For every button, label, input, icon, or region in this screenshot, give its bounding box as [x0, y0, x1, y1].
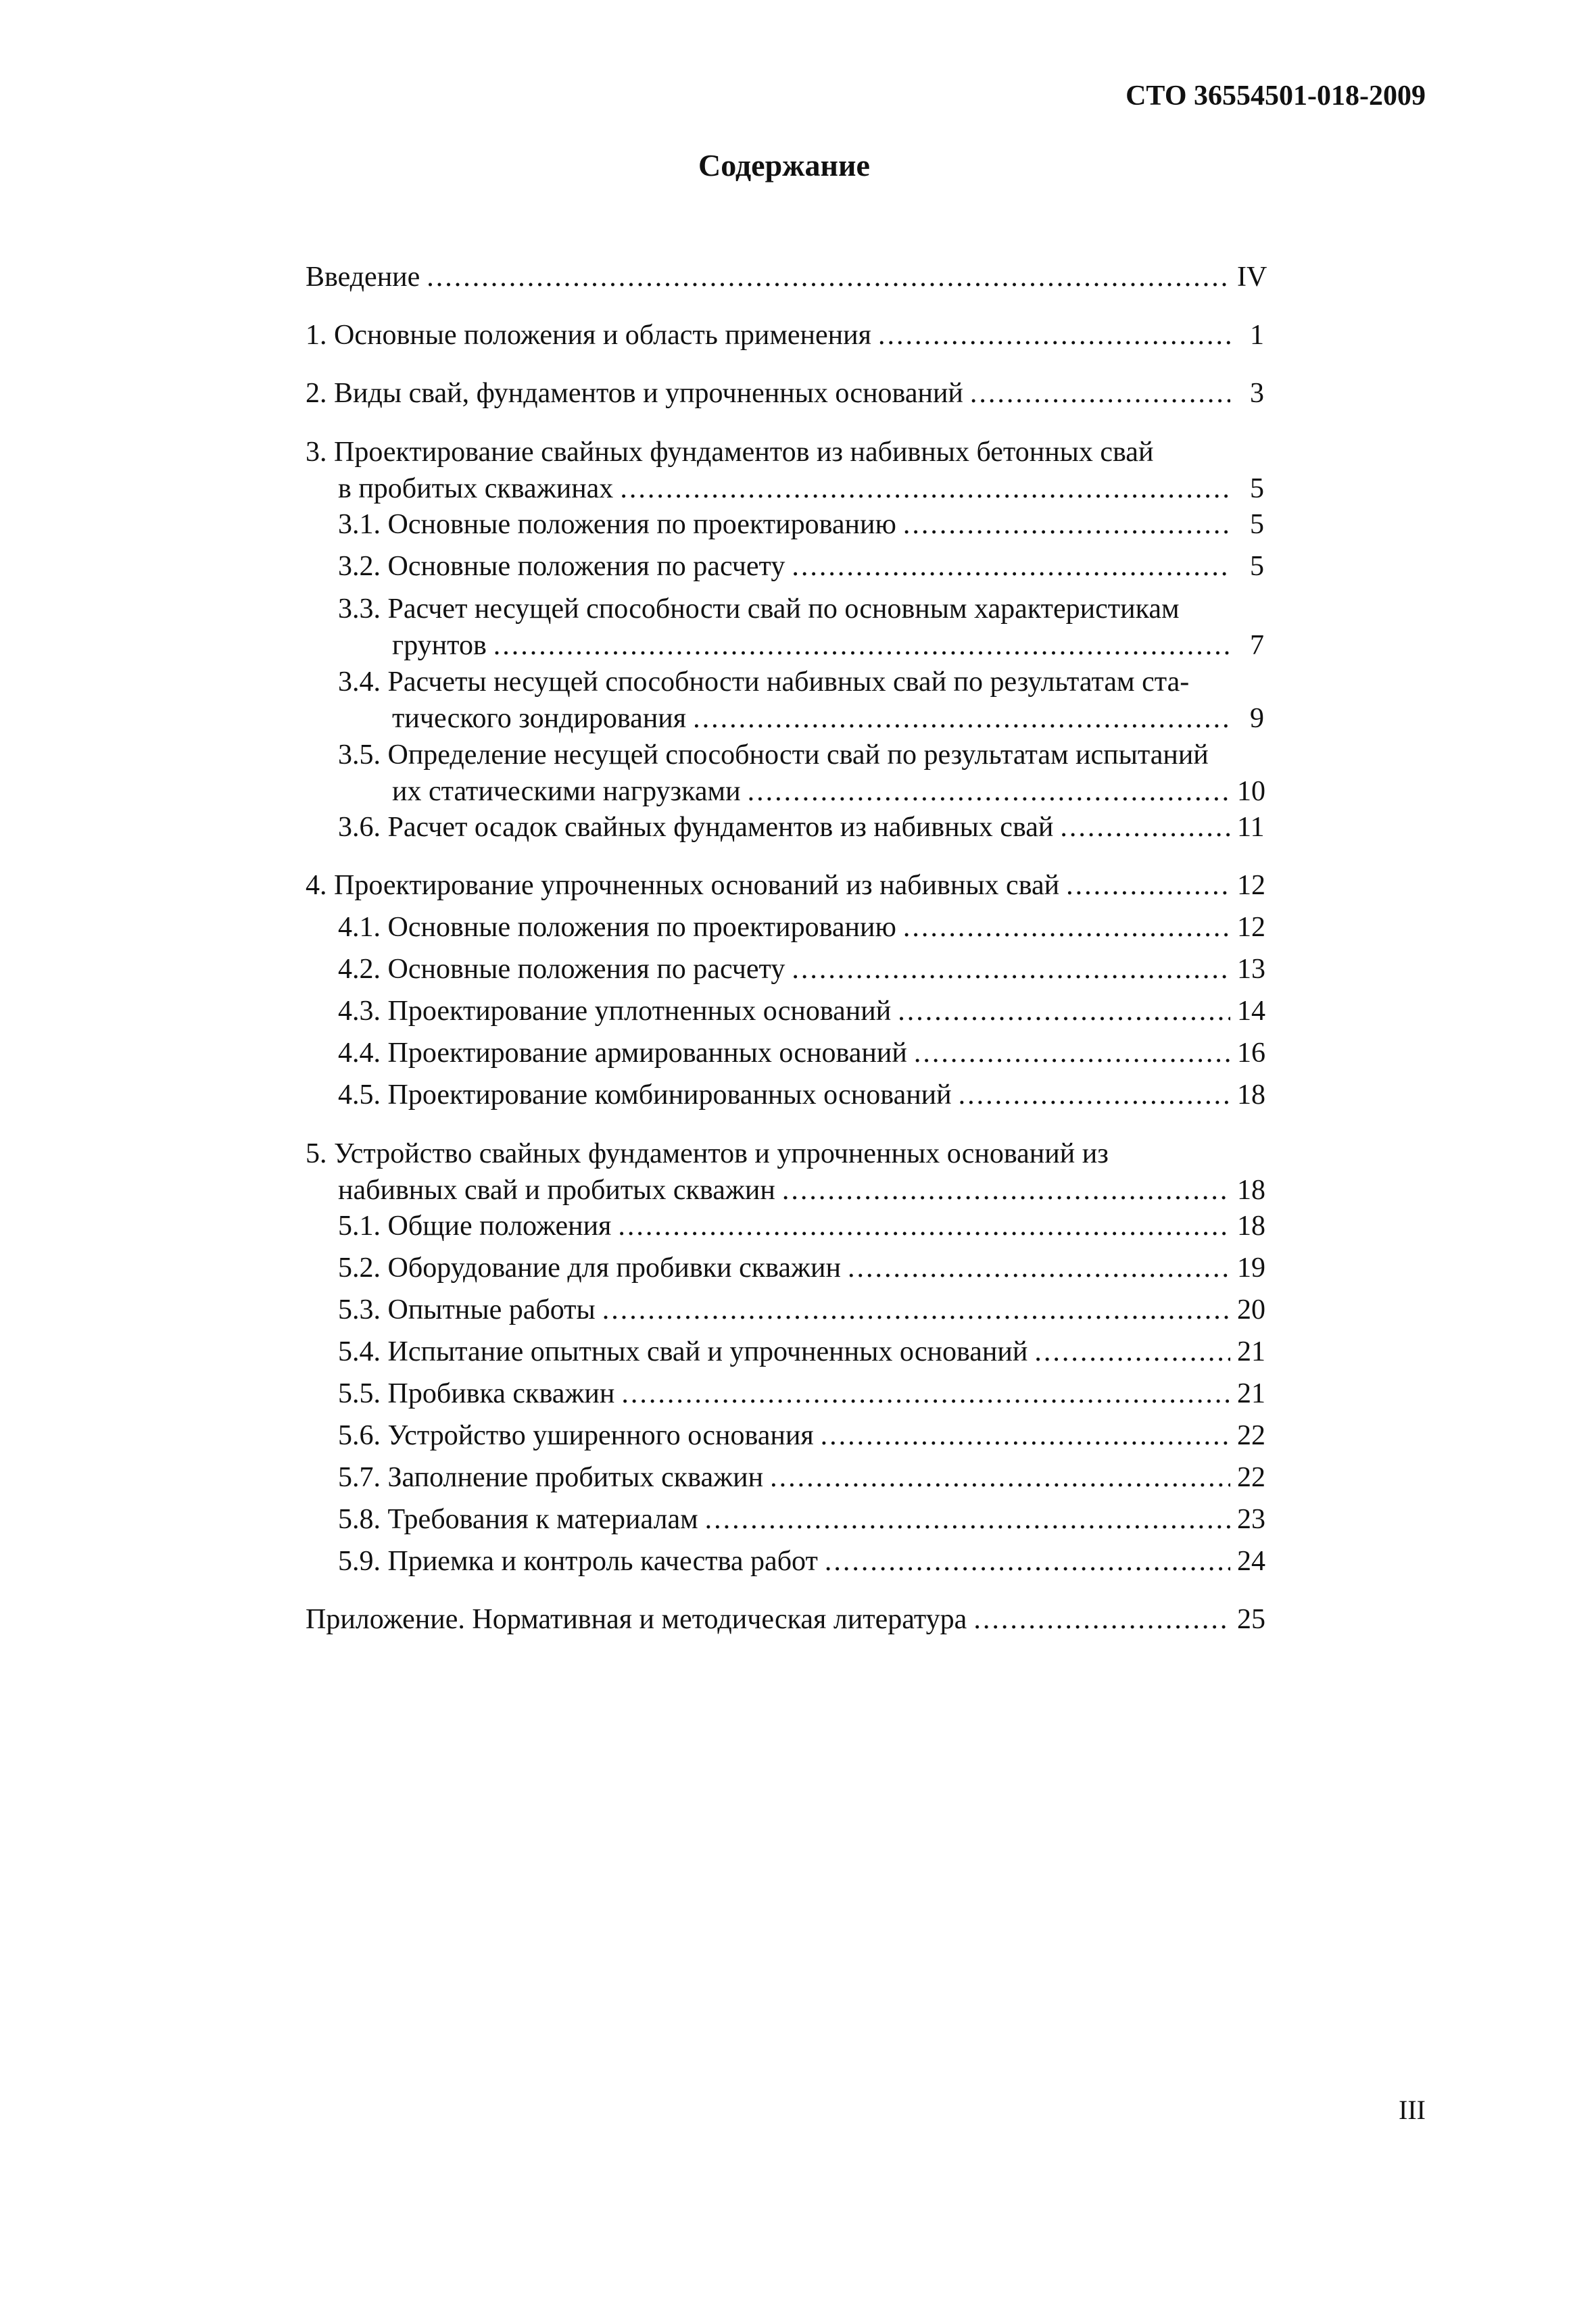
toc-entry[interactable] — [306, 549, 1264, 591]
toc-entry-label: 5.3. Опытные работы — [338, 1294, 596, 1325]
toc-page-number: 21 — [1237, 1378, 1265, 1409]
toc-page-number: 18 — [1237, 1211, 1265, 1242]
toc-entry[interactable] — [306, 737, 1264, 810]
toc-entry[interactable] — [306, 1250, 1264, 1292]
toc-page-number: 22 — [1237, 1420, 1265, 1451]
toc-page-number: 9 — [1250, 703, 1264, 734]
dot-leader — [792, 952, 1230, 987]
toc-page-number: 18 — [1237, 1079, 1265, 1111]
toc-page-number: 20 — [1237, 1294, 1265, 1325]
dot-leader — [427, 260, 1230, 295]
toc-page-number: 23 — [1237, 1504, 1265, 1535]
dot-leader — [705, 1502, 1230, 1537]
toc-entry[interactable] — [306, 1292, 1264, 1334]
toc-page-number: 13 — [1237, 954, 1265, 985]
toc-page-number: 12 — [1237, 870, 1265, 901]
toc-entry-label: грунтов — [392, 630, 487, 661]
toc-entry-label: 5.2. Оборудование для пробивки скважин — [338, 1252, 842, 1284]
dot-leader — [693, 700, 1230, 737]
dot-leader — [620, 470, 1230, 507]
toc-entry[interactable] — [306, 1502, 1264, 1544]
toc-page-number: 12 — [1237, 912, 1265, 943]
toc-entry[interactable] — [306, 810, 1264, 852]
toc-page-number: 19 — [1237, 1252, 1265, 1284]
toc-entry[interactable] — [306, 507, 1264, 549]
toc-page-number: 3 — [1250, 378, 1264, 409]
toc-entry-label: тического зондирования — [392, 703, 687, 734]
dot-leader — [1066, 868, 1230, 903]
toc-page-number: 5 — [1250, 509, 1264, 540]
toc-entry[interactable] — [306, 260, 1267, 301]
dot-leader — [878, 318, 1230, 353]
toc-entry[interactable] — [306, 1602, 1264, 1644]
toc-entry[interactable] — [306, 318, 1264, 360]
toc-entry-label: 4. Проектирование упрочненных оснований из набивных свай — [306, 870, 1060, 901]
toc-entry-label: 5.5. Пробивка скважин — [338, 1378, 615, 1409]
toc-entry[interactable] — [306, 1460, 1264, 1502]
toc-entry[interactable] — [306, 434, 1264, 507]
toc-page-number: 16 — [1237, 1038, 1265, 1069]
toc-page-number: 21 — [1237, 1336, 1265, 1367]
toc-entry[interactable] — [306, 664, 1264, 737]
toc-entry-label: 4.5. Проектирование комбинированных оснований — [338, 1079, 952, 1111]
dot-leader — [970, 376, 1230, 411]
dot-leader — [825, 1544, 1230, 1579]
toc-page-number: 5 — [1250, 551, 1264, 582]
toc-entry-label: 3.3. Расчет несущей способности свай по основным характеристикам — [338, 593, 1180, 625]
toc-entry-label: 5.7. Заполнение пробитых скважин — [338, 1462, 764, 1493]
dot-leader — [792, 549, 1230, 584]
toc-entry-label: 4.3. Проектирование уплотненных оснований — [338, 996, 892, 1027]
toc-entry[interactable] — [306, 994, 1264, 1035]
dot-leader — [903, 507, 1230, 542]
toc-entry[interactable] — [306, 591, 1264, 664]
toc-entry[interactable] — [306, 1077, 1264, 1119]
toc-page-number: 7 — [1250, 630, 1264, 661]
toc-entry[interactable] — [306, 1136, 1264, 1209]
dot-leader — [821, 1418, 1230, 1453]
dot-leader — [903, 910, 1230, 945]
toc-entry-label: 4.1. Основные положения по проектированию — [338, 912, 896, 943]
toc-entry-label: 4.2. Основные положения по расчету — [338, 954, 785, 985]
toc-entry-label: в пробитых скважинах — [338, 473, 614, 504]
toc-entry[interactable] — [306, 376, 1264, 418]
toc-entry[interactable] — [306, 1544, 1264, 1586]
toc-entry[interactable] — [306, 1334, 1264, 1376]
dot-leader — [782, 1172, 1230, 1209]
toc-entry-label: Приложение. Нормативная и методическая литература — [306, 1604, 967, 1635]
page-title: Содержание — [698, 148, 870, 182]
toc-page-number: 22 — [1237, 1462, 1265, 1493]
toc-entry-label: 5.4. Испытание опытных свай и упрочненных оснований — [338, 1336, 1028, 1367]
toc-entry-label: 3.1. Основные положения по проектированию — [338, 509, 896, 540]
toc-entry[interactable] — [306, 868, 1264, 910]
toc-page-number: IV — [1237, 262, 1267, 293]
dot-leader — [770, 1460, 1230, 1495]
toc-entry-label: 5.1. Общие положения — [338, 1211, 612, 1242]
toc-page-number: 25 — [1237, 1604, 1265, 1635]
dot-leader — [914, 1035, 1230, 1071]
dot-leader — [898, 994, 1230, 1029]
dot-leader — [1034, 1334, 1230, 1369]
toc-entry-label: 4.4. Проектирование армированных оснований — [338, 1038, 907, 1069]
toc-page-number: 1 — [1250, 320, 1264, 351]
toc-entry-label: 2. Виды свай, фундаментов и упрочненных оснований — [306, 378, 963, 409]
toc-page-number: 18 — [1237, 1175, 1265, 1206]
toc-entry-label: 3. Проектирование свайных фундаментов из набивных бетонных свай — [306, 437, 1154, 468]
dot-leader — [748, 773, 1230, 810]
toc-entry[interactable] — [306, 1376, 1264, 1418]
dot-leader — [621, 1376, 1230, 1411]
toc-entry[interactable] — [306, 952, 1264, 994]
toc-entry[interactable] — [306, 1035, 1264, 1077]
dot-leader — [1060, 810, 1230, 845]
document-code: СТО 36554501-018-2009 — [1126, 80, 1426, 112]
dot-leader — [493, 627, 1230, 664]
toc-entry-label: 3.4. Расчеты несущей способности набивных свай по результатам ста- — [338, 666, 1190, 698]
dot-leader — [602, 1292, 1230, 1327]
toc-entry[interactable] — [306, 1418, 1264, 1460]
dot-leader — [848, 1250, 1230, 1286]
toc-entry-label: 3.5. Определение несущей способности свай по результатам испытаний — [338, 739, 1209, 771]
table-of-contents — [306, 260, 1267, 1644]
toc-entry-label: Введение — [306, 262, 420, 293]
toc-page-number: 14 — [1237, 996, 1265, 1027]
toc-page-number: 11 — [1237, 812, 1265, 843]
toc-page-number: 5 — [1250, 473, 1264, 504]
toc-entry-label: 3.6. Расчет осадок свайных фундаментов из набивных свай — [338, 812, 1054, 843]
toc-entry-label: 5.6. Устройство уширенного основания — [338, 1420, 814, 1451]
toc-entry[interactable] — [306, 910, 1264, 952]
toc-entry-label: 3.2. Основные положения по расчету — [338, 551, 785, 582]
toc-entry-label: набивных свай и пробитых скважин — [338, 1175, 775, 1206]
toc-entry-label: 5.9. Приемка и контроль качества работ — [338, 1546, 818, 1577]
toc-entry-label: их статическими нагрузками — [392, 776, 741, 807]
toc-entry-label: 5.8. Требования к материалам — [338, 1504, 698, 1535]
dot-leader — [973, 1602, 1230, 1637]
dot-leader — [618, 1209, 1230, 1244]
toc-page-number: 24 — [1237, 1546, 1265, 1577]
toc-entry-label: 5. Устройство свайных фундаментов и упрочненных оснований из — [306, 1138, 1109, 1169]
toc-entry-label: 1. Основные положения и область применения — [306, 320, 871, 351]
dot-leader — [959, 1077, 1230, 1113]
toc-entry[interactable] — [306, 1209, 1264, 1250]
page-number: III — [1399, 2095, 1426, 2125]
toc-page-number: 10 — [1237, 776, 1265, 807]
